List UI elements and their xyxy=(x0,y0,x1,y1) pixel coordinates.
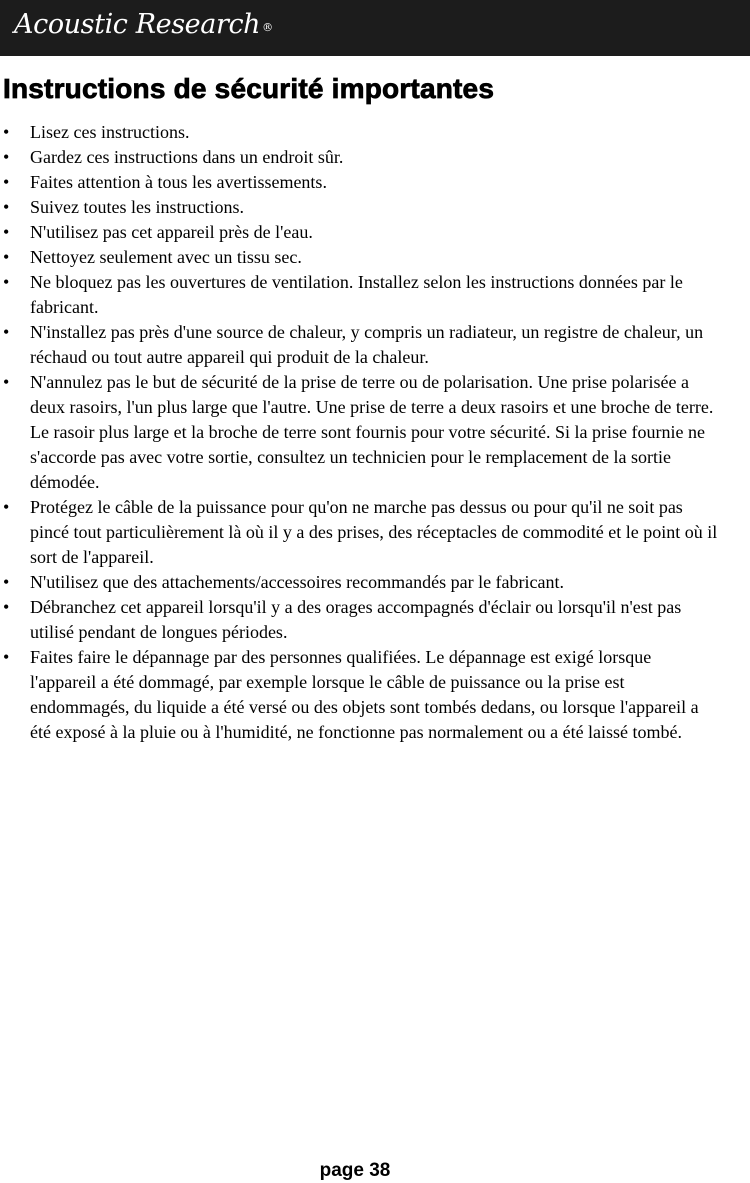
instruction-item xyxy=(0,370,720,495)
instruction-text: Ne bloquez pas les ouvertures de ventilation. Installez selon les instructions données par le fabricant. xyxy=(30,272,683,317)
header-bar xyxy=(0,0,750,56)
instruction-item xyxy=(0,595,720,645)
bullet: • xyxy=(3,372,10,392)
bullet: • xyxy=(3,222,10,242)
instruction-text: Faites attention à tous les avertissements. xyxy=(30,172,327,192)
bullet: • xyxy=(3,147,10,167)
safety-instructions-list xyxy=(0,120,720,745)
instruction-text: N'installez pas près d'une source de chaleur, y compris un radiateur, un registre de chaleur, un réchaud ou tout autre appareil qui produit de la chaleur. xyxy=(30,322,704,367)
bullet: • xyxy=(3,247,10,267)
page-number: page 38 xyxy=(319,1160,391,1181)
instruction-text: Protégez le câble de la puissance pour qu'on ne marche pas dessus ou pour qu'il ne soit pas pincé tout particulièrement là où il y a des prises, des réceptacles de commodité et le point où il sort de l'appareil. xyxy=(30,497,718,567)
brand-logo xyxy=(14,8,273,45)
instruction-item xyxy=(0,245,720,270)
bullet: • xyxy=(3,322,10,342)
instruction-item xyxy=(0,495,720,570)
instruction-item xyxy=(0,120,720,145)
instruction-text: Lisez ces instructions. xyxy=(30,122,190,142)
bullet: • xyxy=(3,272,10,292)
bullet: • xyxy=(3,122,10,142)
instruction-item xyxy=(0,170,720,195)
instruction-text: Gardez ces instructions dans un endroit sûr. xyxy=(30,147,344,167)
instruction-item xyxy=(0,270,720,320)
bullet: • xyxy=(3,647,10,667)
instruction-item xyxy=(0,320,720,370)
bullet: • xyxy=(3,197,10,217)
instruction-text: Nettoyez seulement avec un tissu sec. xyxy=(30,247,302,267)
bullet: • xyxy=(3,497,10,517)
instruction-text: N'annulez pas le but de sécurité de la prise de terre ou de polarisation. Une prise polarisée a deux rasoirs, l'un plus large que l'autre. Une prise de terre a deux rasoirs et une broche de terre. Le rasoir plus large et la broche de terre sont fournis pour votre sécurité. Si la prise fournie ne s'accorde pas avec votre sortie, consultez un technicien pour le remplacement de la sortie démodée. xyxy=(30,372,714,492)
instruction-item xyxy=(0,645,720,745)
bullet: • xyxy=(3,172,10,192)
instruction-item xyxy=(0,195,720,220)
instruction-text: Suivez toutes les instructions. xyxy=(30,197,244,217)
instruction-item xyxy=(0,145,720,170)
instruction-text: N'utilisez que des attachements/accessoires recommandés par le fabricant. xyxy=(30,572,565,592)
instruction-text: Débranchez cet appareil lorsqu'il y a des orages accompagnés d'éclair ou lorsqu'il n'est pas utilisé pendant de longues périodes. xyxy=(30,597,682,642)
bullet: • xyxy=(3,572,10,592)
instruction-text: N'utilisez pas cet appareil près de l'eau. xyxy=(30,222,313,242)
instruction-item xyxy=(0,570,720,595)
page-title: Instructions de sécurité importantes xyxy=(3,73,495,104)
instruction-text: Faites faire le dépannage par des personnes qualifiées. Le dépannage est exigé lorsque l'appareil a été dommagé, par exemple lorsque le câble de puissance ou la prise est endommagés, du liquide a été versé ou des objets sont tombés dedans, ou lorsque l'appareil a été exposé à la pluie ou à l'humidité, ne fonctionne pas normalement ou a été laissé tombé. xyxy=(30,647,699,742)
bullet: • xyxy=(3,597,10,617)
brand-name: Acoustic Research xyxy=(14,9,261,40)
instruction-item xyxy=(0,220,720,245)
registered-mark: ® xyxy=(262,21,273,34)
